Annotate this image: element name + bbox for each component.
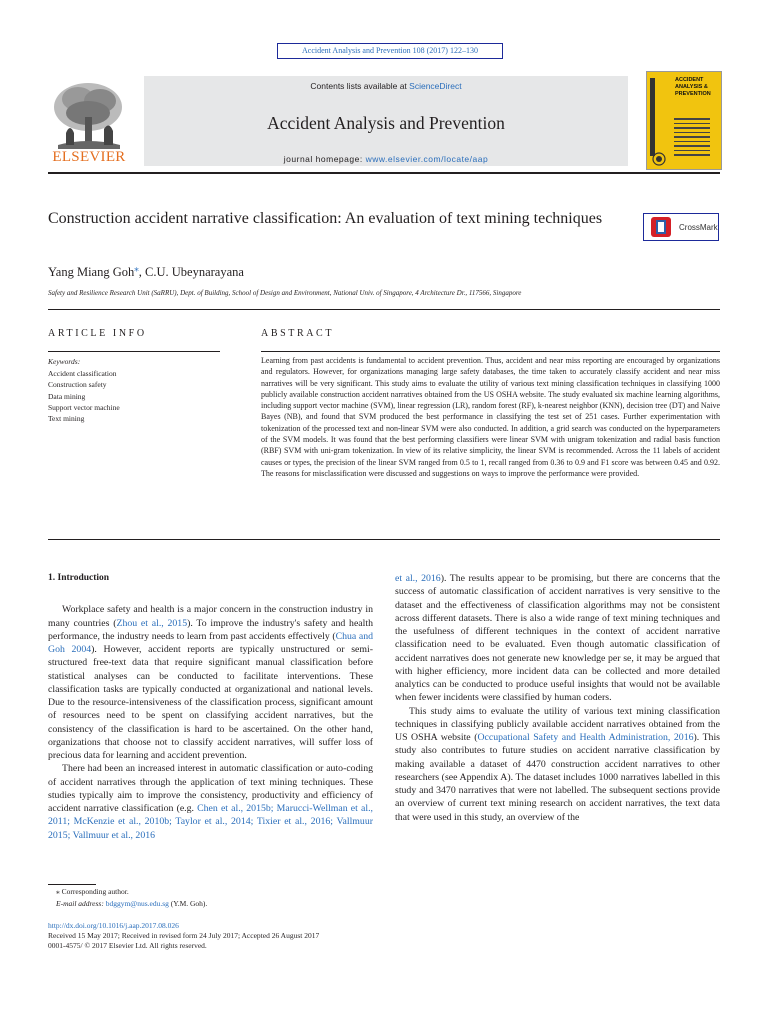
intro-paragraph-1: Workplace safety and health is a major concern in the construction industry in many countries (Zhou et al., 2015). To improve the industry's safety and health performance, the industry needs to learn from past accidents effectively (Chua and Goh 2004). However, accident reports are typically unstructured or semi-structured free-text data that require significant manual classification before statistical analyses can be conducted to facilitate interventions. These classification tasks are typically conducted at organizational and national levels. Due to the resource-intensiveness of the classification process, significant amount of resources need to be spent on classifying accident narratives, but the consistency of the classification is hard to be ascertained. On the other hand, organizations that choose not to classify accident narratives, will suffer loss of precious data for learning and accident prevention. xyxy=(48,604,373,761)
article-info-rule xyxy=(48,351,220,352)
cover-seal-icon xyxy=(652,152,666,166)
copyright-line: 0001-4575/ © 2017 Elsevier Ltd. All rights reserved. xyxy=(48,941,207,950)
keyword-item: Construction safety xyxy=(48,380,107,390)
affiliation-rule xyxy=(48,309,720,310)
ref-autocoding-studies[interactable]: Chen et al., 2015b; Marucci-Wellman et al., 2011; McKenzie et al., 2010b; Taylor et al., 2014; Tixier et al., 2016; Vallmuur 2015; Vallmuur et al., 2016 xyxy=(48,803,373,841)
journal-header xyxy=(48,71,720,171)
article-info-heading: ARTICLE INFO xyxy=(48,328,147,339)
ref-osha-2016[interactable]: Occupational Safety and Health Administration, 2016 xyxy=(477,732,694,743)
journal-homepage-line: journal homepage: www.elsevier.com/locate/aap xyxy=(283,154,489,164)
author-goh: Yang Miang Goh xyxy=(48,265,135,280)
footnote-email: E-mail address: bdggym@nus.edu.sg (Y.M. Goh). xyxy=(56,899,208,908)
abstract-rule xyxy=(261,351,720,352)
contents-available-line: Contents lists available at ScienceDirect xyxy=(310,81,462,91)
ref-chua-goh-2004[interactable]: Chua and Goh 2004 xyxy=(48,630,373,655)
intro-paragraph-3: This study aims to evaluate the utility of various text mining classification techniques in classifying publicly available accident narratives obtained from the US OSHA website (Occupational Safety and Health Administration, 2016). This study also contributes to future studies on accident narrative classification by making available a dataset of 4470 construction accident narratives to other researchers (see Appendix A). The dataset includes 1000 narratives labelled in this study and 3470 narratives that were not labelled. The subsequent sections provide an overview of current text mining research on accident narratives, the text data that were used in this study, an overview of the xyxy=(395,705,720,823)
paper-title: Construction accident narrative classification: An evaluation of text mining techniques xyxy=(48,210,603,227)
doi-link[interactable]: http://dx.doi.org/10.1016/j.aap.2017.08.026 xyxy=(48,921,179,930)
ref-vallmuur-2016[interactable]: et al., 2016 xyxy=(395,573,441,584)
crossmark-icon xyxy=(649,217,673,237)
crossmark-button[interactable] xyxy=(643,213,719,241)
ref-zhou-2015[interactable]: Zhou et al., 2015 xyxy=(116,617,188,629)
journal-homepage-link[interactable]: www.elsevier.com/locate/aap xyxy=(365,154,489,164)
received-dates: Received 15 May 2017; Received in revised form 24 July 2017; Accepted 26 August 2017 xyxy=(48,931,320,940)
journal-header-banner xyxy=(144,76,628,166)
cover-title: ACCIDENT ANALYSIS & PREVENTION xyxy=(675,77,711,97)
journal-cover-thumbnail[interactable] xyxy=(646,71,722,170)
keywords-label: Keywords: xyxy=(48,357,81,366)
keyword-item: Text mining xyxy=(48,414,85,424)
keyword-item: Data mining xyxy=(48,391,86,401)
author-ubeynarayana: , C.U. Ubeynarayana xyxy=(138,265,244,280)
journal-citation-link[interactable]: Accident Analysis and Prevention 108 (2017) 122–130 xyxy=(277,43,503,59)
section-heading-introduction: 1. Introduction xyxy=(48,573,110,583)
intro-paragraph-2-cont: et al., 2016). The results appear to be promising, but there are concerns that the success of automatic classification of accident narratives is very sensitive to the dataset and the effectiveness of classification algorithms may not be consistent across different datasets. There is also a wide range of text mining techniques and the usefulness of different techniques in the context of accident narrative classification need to be evaluated. Even though automatic classification of accident narratives does not generate new knowledge per se, it may be argued that with higher efficiency, more incident data can be collected and more detailed analytics can be conducted to produce useful insights that would not be available when fewer incidents were classified by human coders. xyxy=(395,573,721,704)
footnote-rule xyxy=(48,884,96,885)
crossmark-label: CrossMark xyxy=(679,223,718,232)
author-email-link[interactable]: bdggym@nus.edu.sg xyxy=(105,899,169,908)
footnote-corresponding: ⁎ Corresponding author. xyxy=(56,887,129,896)
journal-title: Accident Analysis and Prevention xyxy=(267,113,505,133)
corresponding-author-mark[interactable]: ⁎ xyxy=(134,263,139,273)
body-column-left xyxy=(48,572,373,842)
keyword-item: Accident classification xyxy=(48,369,117,378)
body-column-right xyxy=(395,572,720,824)
header-rule xyxy=(48,172,720,174)
author-list xyxy=(48,263,244,280)
sciencedirect-link[interactable]: ScienceDirect xyxy=(409,81,462,91)
abstract-end-rule xyxy=(48,539,720,540)
cover-contents-lines xyxy=(674,118,714,159)
keyword-item: Support vector machine xyxy=(48,402,120,412)
abstract-text: Learning from past accidents is fundamental to accident prevention. Thus, accident and near miss reporting are encouraged by organizations and regulators. However, for organizations managing large safety databases, the time taken to accurately classify accident and near miss narratives will be very significant. This study aims to evaluate the utility of various text mining classification techniques in classifying 1000 publicly available construction accident narratives obtained from the US OSHA website. The study evaluated six machine learning algorithms, including support vector machine (SVM), linear regression (LR), random forest (RF), k-nearest neighbor (KNN), decision tree (DT) and Naive Bayes (NB), and found that SVM produced the best performance in classifying the test set of 251 cases. Further experimentation with tokenization of the processed text and non-linear SVM were also conducted. In addition, a grid search was conducted on the hyperparameters of the SVM models. It was found that the best performing classifiers were linear SVM with unigram tokenization and radial basis function (RBF) SVM with uni-gram tokenization. In view of its relative simplicity, the linear SVM is recommended. Across the 11 labels of accident causes or types, the precision of the linear SVM ranged from 0.5 to 1, recall ranged from 0.36 to 0.9 and F1 score was between 0.45 and 0.92. The reasons for misclassification were discussed and suggestions on ways to improve the performance were provided. xyxy=(261,356,720,478)
cover-spine xyxy=(650,78,655,156)
elsevier-wordmark: ELSEVIER xyxy=(52,149,126,165)
abstract-heading: ABSTRACT xyxy=(261,328,335,339)
keywords-list xyxy=(48,368,120,424)
affiliation: Safety and Resilience Research Unit (SaRRU), Dept. of Building, School of Design and Environment, National Univ. of Singapore, 4 Architecture Dr., 117566, Singapore xyxy=(48,289,522,297)
intro-paragraph-2: There had been an increased interest in automatic classification or auto-coding of accident narratives through the application of text mining techniques. These studies typically aim to improve the consistency, productivity and efficiency of accident narrative classification (e.g. Chen et al., 2015b; Marucci-Wellman et al., 2011; McKenzie et al., 2010b; Taylor et al., 2014; Tixier et al., 2016; Vallmuur 2015; Vallmuur et al., 2016 xyxy=(48,763,373,841)
